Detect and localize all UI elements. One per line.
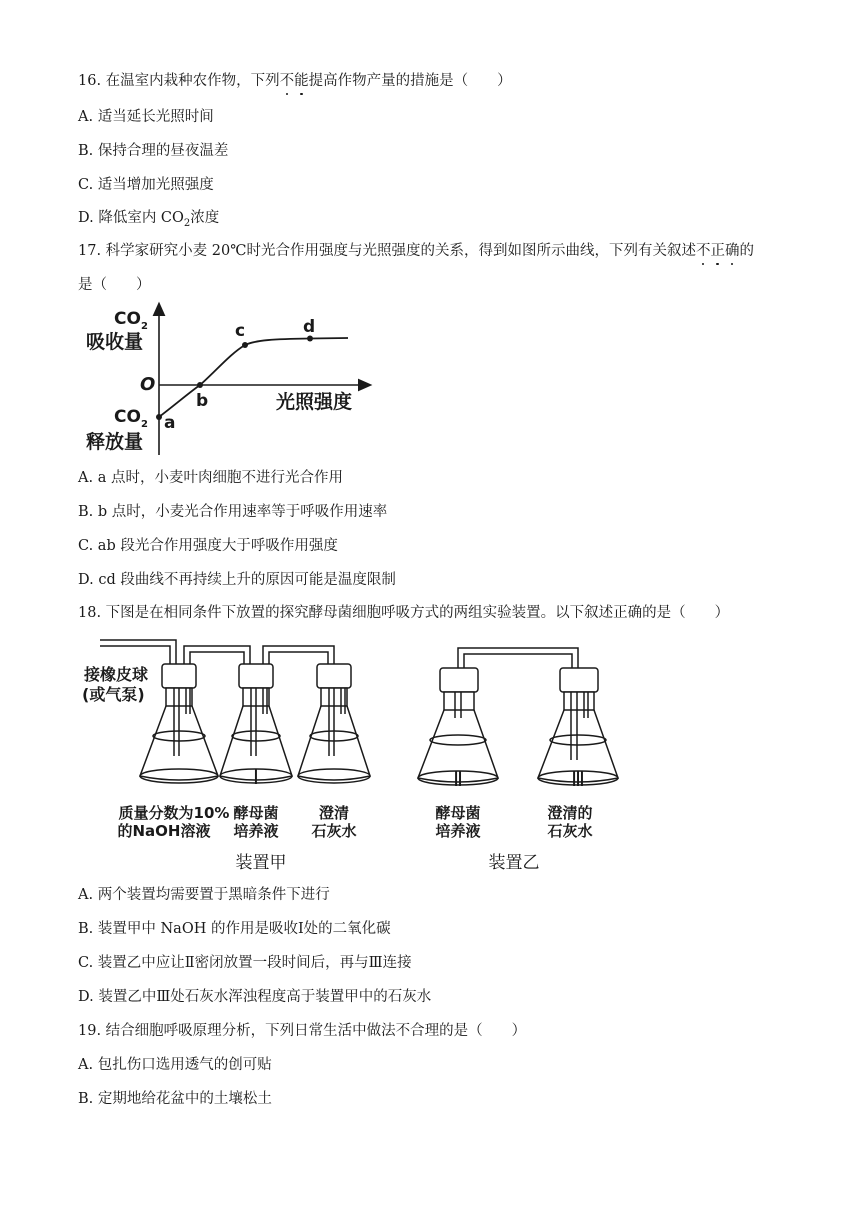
q18-option-a: A. 两个装置均需要置于黑暗条件下进行 xyxy=(78,887,330,903)
tube-2-3 xyxy=(263,646,334,664)
caption-naoh-line1: 质量分数为10% xyxy=(118,804,230,822)
q16-stem-pre: 16. 在温室内栽种农作物，下列 xyxy=(78,73,280,89)
q16-option-b: B. 保持合理的昼夜温差 xyxy=(78,143,229,159)
caption-yeast-line1: 酵母菌 xyxy=(233,804,279,822)
q17-stem-post: 的 xyxy=(739,243,754,259)
x-axis-label: 光照强度 xyxy=(276,391,353,413)
tube-1-2 xyxy=(184,646,250,664)
point-c-dot xyxy=(242,342,248,348)
origin-label: O xyxy=(140,374,156,395)
air-inlet-tube xyxy=(100,640,176,664)
caption-lime2-line1: 澄清的 xyxy=(547,804,593,822)
yeast-apparatus-figure xyxy=(78,628,638,876)
flask-naoh-stopper xyxy=(162,664,196,688)
q19-option-a: A. 包扎伤口选用透气的创可贴 xyxy=(78,1057,272,1073)
q17-option-d: D. cd 段曲线不再持续上升的原因可能是温度限制 xyxy=(78,572,396,588)
q18-stem: 18. 下图是在相同条件下放置的探究酵母菌细胞呼吸方式的两组实验装置。以下叙述正确的是（ ） xyxy=(78,605,730,621)
q16-option-d xyxy=(78,209,219,233)
flask-II-stopper xyxy=(440,668,478,692)
q17-emphasis-char: 确 xyxy=(724,243,740,259)
q18-option-b: B. 装置甲中 NaOH 的作用是吸收Ⅰ处的二氧化碳 xyxy=(78,921,391,937)
caption-yeast-line2: 培养液 xyxy=(233,822,279,840)
q17-stem xyxy=(78,242,754,260)
bulb-label-line1: 接橡皮球 xyxy=(84,665,149,684)
caption-yeast2-line1: 酵母菌 xyxy=(435,804,481,822)
point-a-dot xyxy=(156,414,162,420)
q18-option-d: D. 装置乙中Ⅲ处石灰水浑浊程度高于装置甲中的石灰水 xyxy=(78,989,432,1005)
tube-II-III xyxy=(458,648,578,668)
flask-III-stopper xyxy=(560,668,598,692)
q16-option-d-post: 浓度 xyxy=(190,210,220,226)
group-a-label: 装置甲 xyxy=(235,853,287,873)
flask-numeral-III: Ⅲ xyxy=(571,767,585,791)
group-b-label: 装置乙 xyxy=(488,853,540,873)
point-c-label: c xyxy=(235,321,246,341)
q16-stem xyxy=(78,72,512,90)
flask-numeral-I: Ⅰ xyxy=(253,765,259,789)
caption-yeast2-line2: 培养液 xyxy=(435,822,481,840)
q17-option-b: B. b 点时，小麦光合作用速率等于呼吸作用速率 xyxy=(78,504,388,520)
q17-emphasis-char: 正 xyxy=(710,243,725,259)
caption-lime2-line2: 石灰水 xyxy=(547,822,593,840)
y-top-label-co2: $CO_2$ xyxy=(114,309,148,332)
caption-lime-line2: 石灰水 xyxy=(311,822,357,840)
y-top-label-absorb: 吸收量 xyxy=(86,331,144,353)
q17-option-c: C. ab 段光合作用强度大于呼吸作用强度 xyxy=(78,538,338,554)
point-b-dot xyxy=(197,382,203,388)
q16-option-a: A. 适当延长光照时间 xyxy=(78,109,214,125)
flask-lime-stopper xyxy=(317,664,351,688)
point-d-label: d xyxy=(303,317,316,337)
flask-I-stopper xyxy=(239,664,273,688)
q19-option-b: B. 定期地给花盆中的土壤松土 xyxy=(78,1091,272,1107)
caption-lime-line1: 澄清 xyxy=(318,804,350,822)
y-bottom-label-release: 释放量 xyxy=(86,431,144,453)
q16-emphasis-char: 不 xyxy=(279,73,295,89)
q16-emphasis-char: 能 xyxy=(294,73,309,89)
q16-stem-post: 提高作物产量的措施是（ ） xyxy=(308,73,512,89)
q16-option-d-pre: D. 降低室内 CO xyxy=(78,210,184,226)
bulb-label-line2: (或气泵) xyxy=(82,685,145,704)
caption-naoh-line2: 的NaOH溶液 xyxy=(117,822,211,840)
q17-stem-pre: 17. 科学家研究小麦 20℃时光合作用强度与光照强度的关系，得到如图所示曲线，下列有关叙述 xyxy=(78,243,696,259)
q17-stem-line2: 是（ ） xyxy=(78,277,151,293)
point-a-label: a xyxy=(164,413,176,433)
q17-option-a: A. a 点时，小麦叶肉细胞不进行光合作用 xyxy=(78,470,343,486)
q19-stem: 19. 结合细胞呼吸原理分析，下列日常生活中做法不合理的是（ ） xyxy=(78,1023,527,1039)
q17-emphasis-char: 不 xyxy=(695,243,711,259)
point-b-label: b xyxy=(196,391,209,411)
light-curve-graph xyxy=(78,300,378,458)
flask-numeral-II: Ⅱ xyxy=(453,767,463,791)
q16-option-d-sub: 2 xyxy=(183,217,191,229)
y-bottom-label-co2: $CO_2$ xyxy=(114,407,148,430)
q16-option-c: C. 适当增加光照强度 xyxy=(78,177,214,193)
q18-option-c: C. 装置乙中应让Ⅱ密闭放置一段时间后，再与Ⅲ连接 xyxy=(78,955,412,971)
